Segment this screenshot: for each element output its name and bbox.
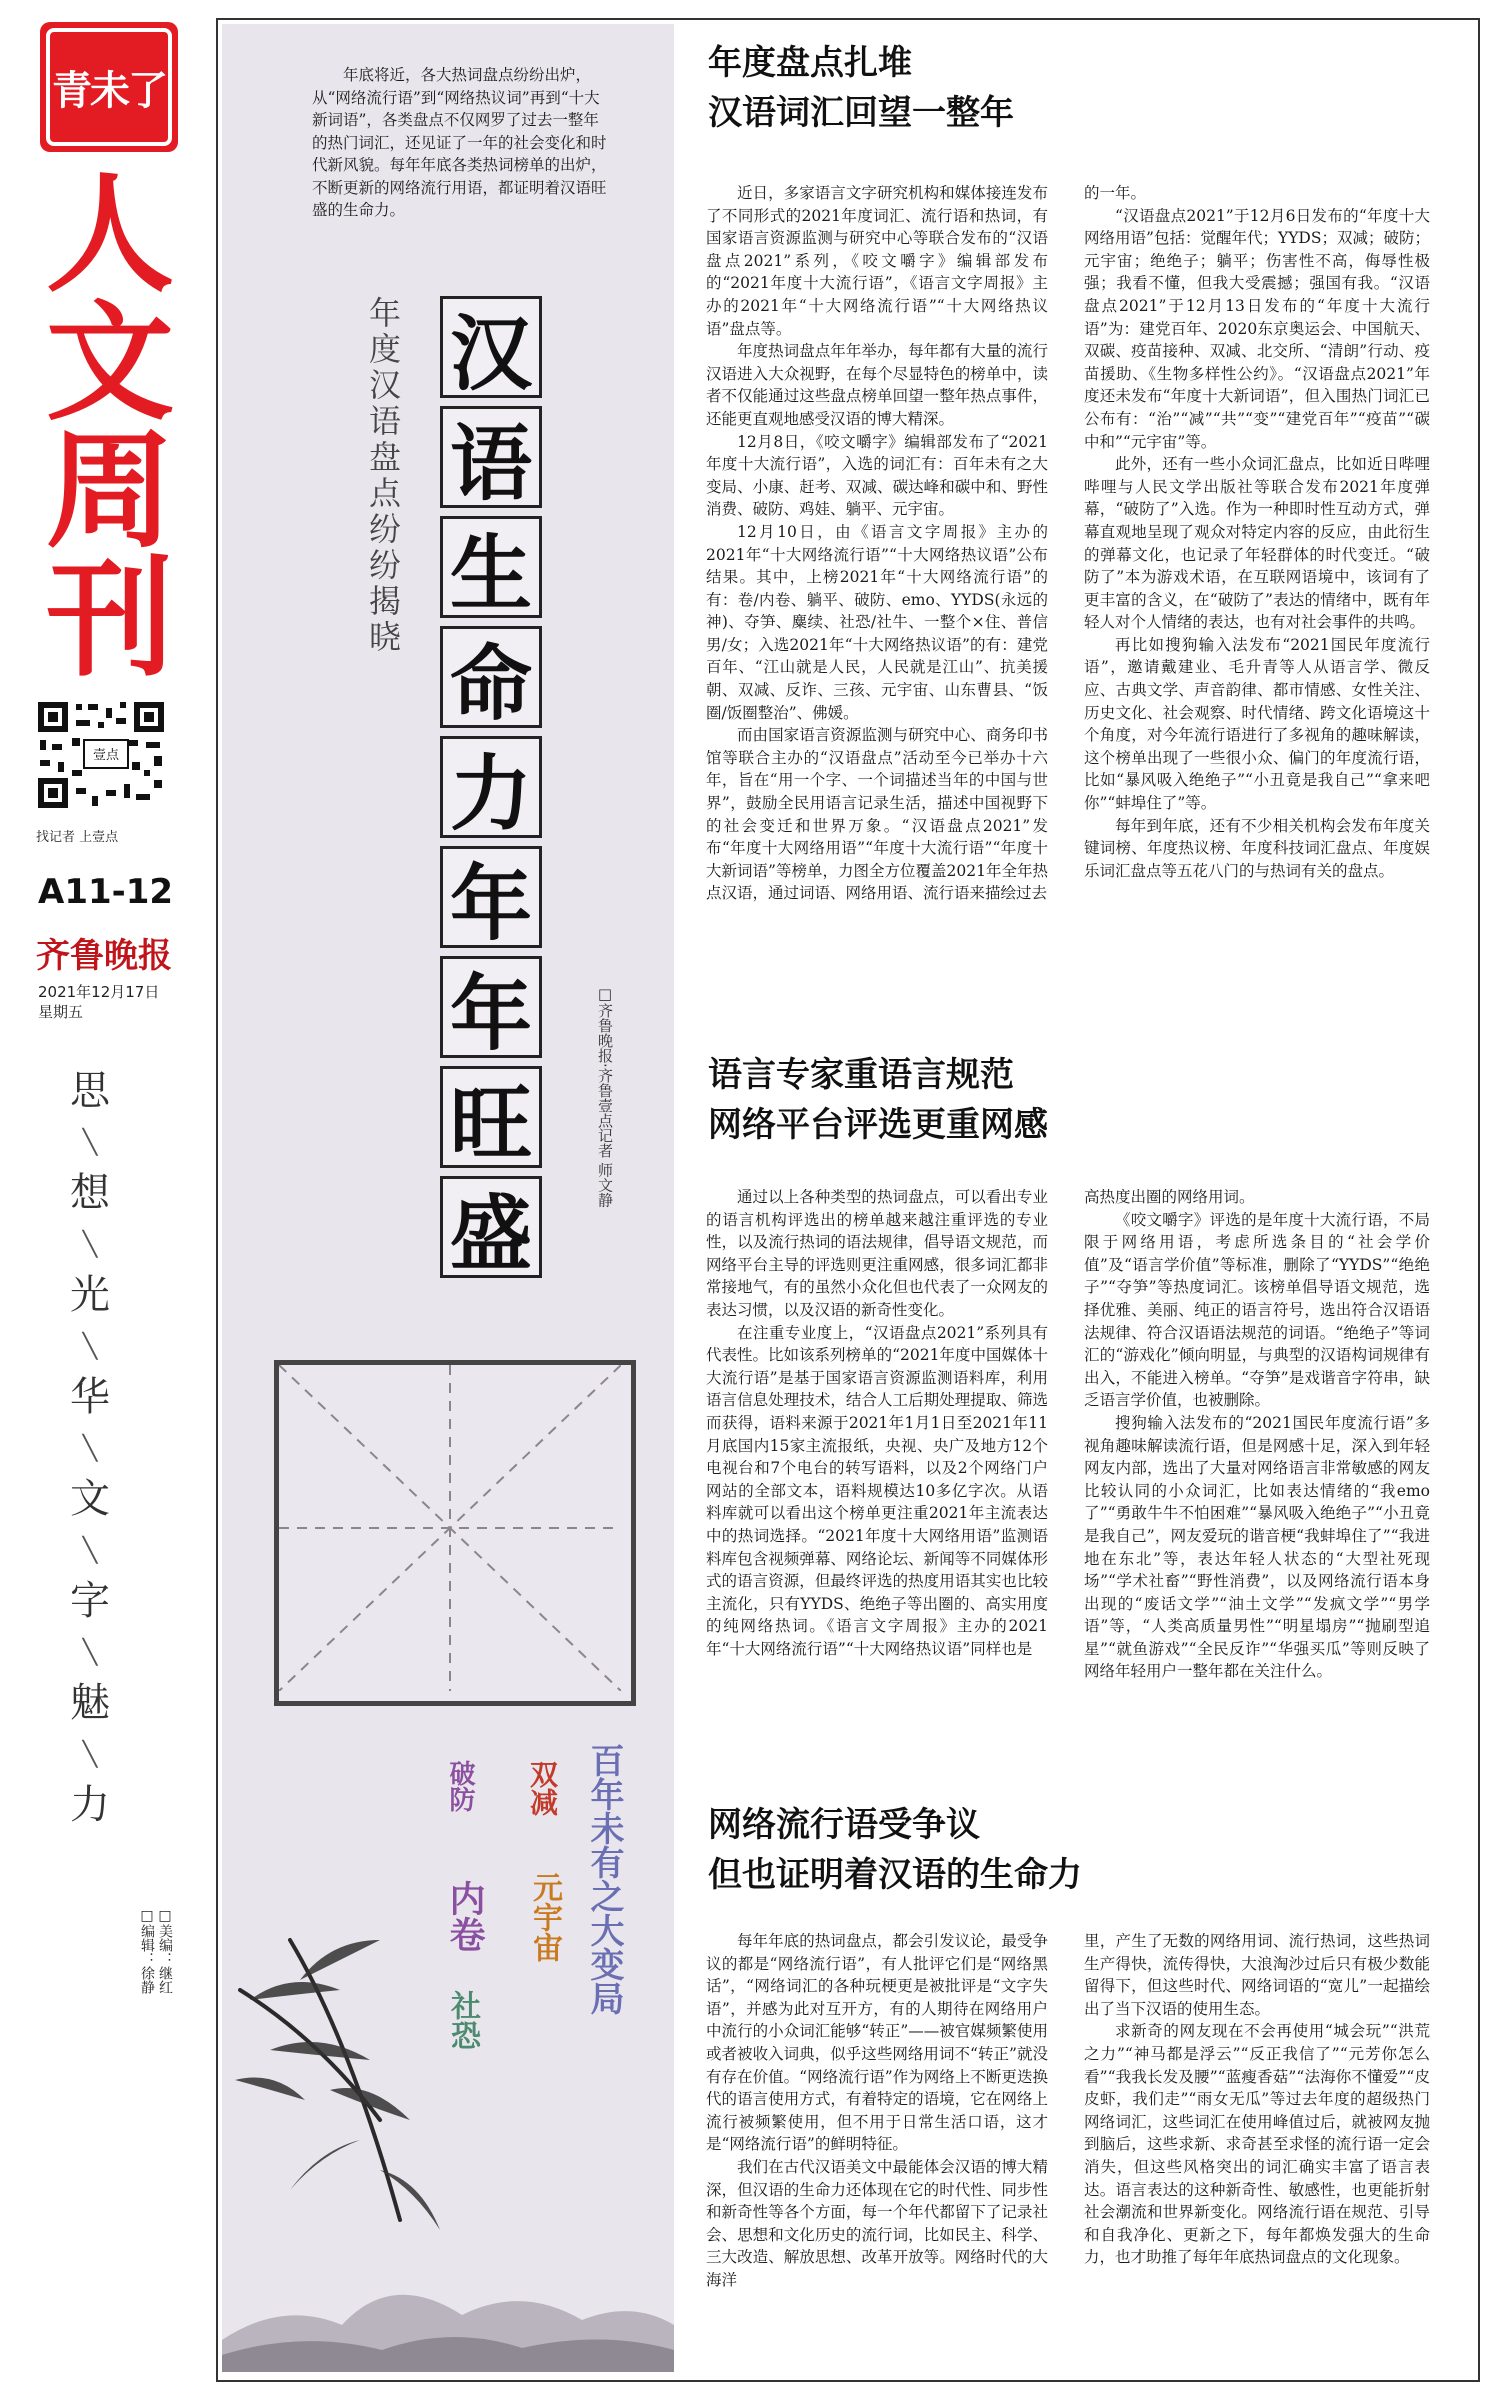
masthead-char-4: 刊 xyxy=(45,545,174,694)
feature-subtitle: 年度汉语盘点纷纷揭晓 xyxy=(364,296,402,656)
headline-char: 命 xyxy=(440,626,542,728)
editor-credits xyxy=(138,1908,174,1994)
section1-column-2 xyxy=(1084,182,1430,882)
section1-heading-line: 年度盘点扎堆 xyxy=(708,43,912,83)
headline-char: 年 xyxy=(440,956,542,1058)
tag-metaverse: 元宇宙 xyxy=(527,1872,562,1962)
motto-char: 想 xyxy=(70,1170,110,1216)
motto-separator: ╲ xyxy=(82,1536,98,1564)
paragraph: 而由国家语言资源监测与研究中心、商务印书馆等联合主办的“汉语盘点”活动至今已举办十六年，旨在“用一个字、一个词描述当年的中国与世界”，鼓励全民用语言记录生活，描述中国视野下的社会变迁和世界万象。“汉语盘点2021”发布“年度十大网络用语”“年度十大流行语”“年度十大新词语”等榜单，力图全方位覆盖2021年全年热点汉语，通过词语、网络用语、流行语来描绘过去 xyxy=(706,726,1048,903)
section1-heading-line: 汉语词汇回望一整年 xyxy=(708,93,1014,133)
paragraph: 12月8日，《咬文嚼字》编辑部发布了“2021年度十大流行语”，入选的词汇有：百年未有之大变局、小康、赶考、双减、碳达峰和碳中和、野性消费、破防、鸡娃、躺平、元宇宙。 xyxy=(706,432,1048,519)
section1-column-1 xyxy=(706,182,1048,905)
section3-heading-line: 但也证明着汉语的生命力 xyxy=(708,1855,1082,1895)
motto-char: 光 xyxy=(70,1272,110,1318)
section2-heading-line: 网络平台评选更重网感 xyxy=(708,1105,1048,1145)
headline-char: 力 xyxy=(440,736,542,838)
paragraph: 求新奇的网友现在不会再使用“城会玩”“洪荒之力”“神马都是浮云”“反正我信了”“元芳你怎么看”“我我长发及腰”“蓝瘦香菇”“法海你不懂爱”“皮皮虾，我们走”“雨女无瓜”等过去年度的超级热门网络词汇，这些词汇在使用峰值过后，就被网友抛到脑后，这些求新、求奇甚至求怪的流行语一定会消失，但这些风格突出的词汇确实丰富了语言表达。语言表达的这种新奇性、敏感性，也更能折射社会潮流和世界新变化。网络流行语在规范、引导和自我净化、更新之下，每年都焕发强大的生命力，也才助推了每年年底热词盘点的文化现象。 xyxy=(1084,2022,1430,2267)
svg-text:壹点: 壹点 xyxy=(92,748,120,763)
section2-heading-line: 语言专家重语言规范 xyxy=(708,1055,1014,1095)
calligraphy-grid xyxy=(274,1360,636,1706)
newspaper-name: 齐鲁晚报 xyxy=(36,936,172,976)
headline-char: 盛 xyxy=(440,1176,542,1278)
motto-char: 文 xyxy=(70,1476,110,1522)
byline: □齐鲁晚报·齐鲁壹点记者 师文静 xyxy=(596,985,614,1208)
motto-char: 思 xyxy=(70,1068,110,1114)
intro-paragraph: 年底将近，各大热词盘点纷纷出炉，从“网络流行语”到“网络热议词”再到“十大新词语”，各类盘点不仅网罗了过去一整年的热门词汇，还见证了一年的社会变化和时代新风貌。每年年底各类热词榜单的出炉，不断更新的网络流行用语，都证明着汉语旺盛的生命力。 xyxy=(312,66,607,219)
paragraph: 再比如搜狗输入法发布“2021国民年度流行语”，邀请戴建业、毛升青等人从语言学、微反应、古典文学、声音韵律、都市情感、女性关注、历史文化、社会观察、时代情绪、跨文化语境这十个角度，对今年流行语进行了多视角的趣味解读，这个榜单出现了一些很小众、偏门的年度流行语，比如“暴风吸入绝绝子”“小丑竟是我自己”“拿来吧你”“蚌埠住了”等。 xyxy=(1084,635,1430,813)
paragraph: “汉语盘点2021”于12月6日发布的“年度十大网络用语”包括：觉醒年代；YYDS；双减；破防；元宇宙；绝绝子；躺平；伤害性不高，侮辱性极强；我看不懂，但我大受震撼；强国有我。“汉语盘点2021”于12月13日发布的“年度十大流行语”为：建党百年、2020东京奥运会、中国航天、双碳、疫苗接种、双减、北交所、“清朗”行动、疫苗援助、《生物多样性公约》。“汉语盘点2021”年度还未发布“年度十大新词语”，但入围热门词汇已公布有：“治”“减”“共”“变”“建党百年”“疫苗”“碳中和”“元宇宙”等。 xyxy=(1084,206,1430,451)
qr-code[interactable] xyxy=(36,700,166,810)
section1-heading xyxy=(708,38,1014,138)
headline-char: 旺 xyxy=(440,1066,542,1168)
motto-char: 华 xyxy=(70,1374,110,1420)
paragraph: 每年到年底，还有不少相关机构会发布年度关键词榜、年度热议榜、年度科技词汇盘点、年度娱乐词汇盘点等五花八门的与热词有关的盘点。 xyxy=(1084,816,1430,880)
paragraph: 我们在古代汉语美文中最能体会汉语的博大精深，但汉语的生命力还体现在它的时代性、同步性和新奇性等各个方面，每一个年代都留下了记录社会、思想和文化历史的流行词，比如民主、科学、三大改造、解放思想、改革开放等。网络时代的大海洋 xyxy=(706,2157,1048,2289)
tag-pofang: 破防 xyxy=(445,1760,475,1812)
headline-char: 语 xyxy=(440,406,542,508)
paragraph: 近日，多家语言文字研究机构和媒体接连发布了不同形式的2021年度词汇、流行语和热词，有国家语言资源监测与研究中心等联合发布的“汉语盘点2021”系列，《咬文嚼字》编辑部发布的“2021年度十大流行语”，《语言文字周报》主办的2021年“十大网络流行语”“十大网络热议语”盘点等。 xyxy=(706,184,1048,338)
paragraph: 的一年。 xyxy=(1084,184,1147,202)
designer-credit: □美编：继红 xyxy=(157,1908,173,1994)
tag-shekong: 社恐 xyxy=(445,1990,480,2050)
paragraph: 12月10日，由《语言文字周报》主办的2021年“十大网络流行语”“十大网络热议语”公布结果。其中，上榜2021年“十大网络流行语”的有：卷/内卷、躺平、破防、emo、YYDS(永远的神)、夺笋、麋续、社恐/社牛、一整个×住、普信男/女；入选2021年“十大网络热议语”的有：建党百年、“江山就是人民，人民就是江山”、抗美援朝、双减、反诈、三孩、元宇宙、山东曹县、“饭圈/饭圈整治”、佛媛。 xyxy=(706,522,1048,722)
motto-char: 字 xyxy=(70,1578,110,1624)
tag-neijuan: 内卷 xyxy=(444,1880,486,1952)
section3-heading-line: 网络流行语受争议 xyxy=(708,1805,980,1845)
find-reporter-text: 找记者 上壹点 xyxy=(36,830,119,845)
section2-column-2 xyxy=(1084,1186,1430,1683)
logo-text: 青未了 xyxy=(46,28,172,146)
paragraph: 里，产生了无数的网络用词、流行热词，这些热词生产得快，流传得快，大浪淘沙过后只有极少数能留得下，但这些时代、网络词语的“宽儿”一起描绘出了当下汉语的使用生态。 xyxy=(1084,1932,1430,2018)
motto-separator: ╲ xyxy=(82,1434,98,1462)
paragraph: 通过以上各种类型的热词盘点，可以看出专业的语言机构评选出的榜单越来越注重评选的专业性，以及流行热词的语法规律，倡导语文规范，而网络平台主导的评选则更注重网感，很多词汇都非常接地气，有的虽然小众化但也代表了一众网友的表达习惯，以及汉语的新奇性变化。 xyxy=(706,1188,1048,1319)
masthead-char-1: 人 xyxy=(45,161,174,310)
motto-separator: ╲ xyxy=(82,1332,98,1360)
page-number: A11-12 xyxy=(38,872,174,912)
section2-heading xyxy=(708,1050,1048,1150)
paragraph: 年度热词盘点年年举办，每年都有大量的流行汉语进入大众视野，在每个尽显特色的榜单中，读者不仅能通过这些盘点榜单回望一整年热点事件，还能更直观地感受汉语的博大精深。 xyxy=(706,342,1048,428)
motto xyxy=(60,1062,120,1834)
paragraph: 每年年底的热词盘点，都会引发议论，最受争议的都是“网络流行语”，有人批评它们是“网络黑话”，“网络词汇的各种玩梗更是被批评是“文字失语”，并感为此对互开方，有的人期待在网络用户中流行的小众词汇能够“转正”——被官媒频繁使用或者被收入词典，似乎这些网络用词不“转正”就没有存在价值。“网络流行语”作为网络上不断更迭换代的语言使用方式，有着特定的语境，它在网络上流行被频繁使用，但不用于日常生活口语，这才是“网络流行语”的鲜明特征。 xyxy=(706,1932,1048,2154)
motto-char: 魅 xyxy=(70,1680,110,1726)
headline-char: 生 xyxy=(440,516,542,618)
section2-column-1 xyxy=(706,1186,1048,1660)
section3-column-1 xyxy=(706,1930,1048,2292)
section3-heading xyxy=(708,1800,1082,1900)
paragraph: 此外，还有一些小众词汇盘点，比如近日哔哩哔哩与人民文学出版社等联合发布2021年度弹幕，“破防了”入选。作为一种即时性互动方式，弹幕直观地呈现了观众对特定内容的反应，由此衍生的弹幕文化，也记录了年轻群体的时代变迁。“破防了”本为游戏术语，在互联网语境中，该词有了更丰富的含义，在“破防了”表达的情绪中，既有年轻人对个人情绪的表达，也有对社会事件的共鸣。 xyxy=(1084,455,1430,632)
motto-separator: ╲ xyxy=(82,1128,98,1156)
motto-separator: ╲ xyxy=(82,1740,98,1768)
mountain-illustration xyxy=(222,2230,674,2372)
headline-char: 年 xyxy=(440,846,542,948)
editor-credit: □编辑：徐静 xyxy=(139,1908,155,1994)
motto-separator: ╲ xyxy=(82,1638,98,1666)
motto-char: 力 xyxy=(70,1782,110,1828)
feature-headline xyxy=(440,296,544,1286)
motto-separator: ╲ xyxy=(82,1230,98,1258)
masthead-char-3: 周 xyxy=(45,417,174,566)
tag-double-reduction: 双减 xyxy=(526,1760,559,1816)
qingweiliao-logo xyxy=(40,22,178,152)
masthead-char-2: 文 xyxy=(45,289,174,438)
tag-century-change: 百年未有之大变局 xyxy=(584,1743,624,2015)
weekday-text: 星期五 xyxy=(38,1003,84,1021)
issue-date xyxy=(38,982,159,1022)
paragraph: 《咬文嚼字》评选的是年度十大流行语，不局限于网络用语，考虑所选条目的“社会学价值”及“语言学价值”等标准，删除了“YYDS”“绝绝子”“夺笋”等热度词汇。该榜单倡导语文规范，选择优雅、美丽、纯正的语言符号，选出符合汉语语法规律、符合汉语语法规范的词语。“绝绝子”等词汇的“游戏化”倾向明显，与典型的汉语构词规律有出入，不能进入榜单。“夺笋”是戏谐音字符串，缺乏语言学价值，也被删除。 xyxy=(1084,1210,1430,1410)
paragraph: 在注重专业度上，“汉语盘点2021”系列具有代表性。比如该系列榜单的“2021年度中国媒体十大流行语”是基于国家语言资源监测语料库，利用语言信息处理技术，结合人工后期处理提取、筛选而获得，语料来源于2021年1月1日至2021年11月底国内15家主流报纸，央视、央广及地方12个电视台和7个电台的转写语料，以及2个网络门户网站的全部文本，语料规模达10多亿字次。从语料库就可以看出这个榜单更注重2021年主流表达中的热词选择。“2021年度十大网络用语”监测语料库包含视频弹幕、网络论坛、新闻等不同媒体形式的语言资源，但最终评选的热度用语其实也比较主流化，只有YYDS、绝绝子等出圈的、高实用度的纯网络热词。《语言文字周报》主办的2021年“十大网络流行语”“十大网络热议语”同样也是 xyxy=(706,1323,1048,1658)
headline-char: 汉 xyxy=(440,296,542,398)
paragraph: 搜狗输入法发布的“2021国民年度流行语”多视角趣味解读流行语，但是网感十足，深入到年轻网友内部，选出了大量对网络语言非常敏感的网友比较认同的小众词汇，比如表达情绪的“我emo了”“勇敢牛牛不怕困难”“暴风吸入绝绝子”“小丑竟是我自己”，网友爱玩的谐音梗“我蚌埠住了”“我进地在东北”等，表达年轻人状态的“大型社死现场”“学术社畜”“野性消费”，以及网络流行语本身出现的“废话文学”“油土文学”“发疯文学”“男学语”等，“人类高质量男性”“明星塌房”“抛刷型追星”“就鱼游戏”“全民反诈”“华强买瓜”等则反映了网络年轻用户一整年都在关注什么。 xyxy=(1084,1413,1430,1681)
section3-column-2 xyxy=(1084,1930,1430,2269)
paragraph: 高热度出圈的网络用词。 xyxy=(1084,1188,1255,1206)
date-text: 2021年12月17日 xyxy=(38,983,160,1001)
